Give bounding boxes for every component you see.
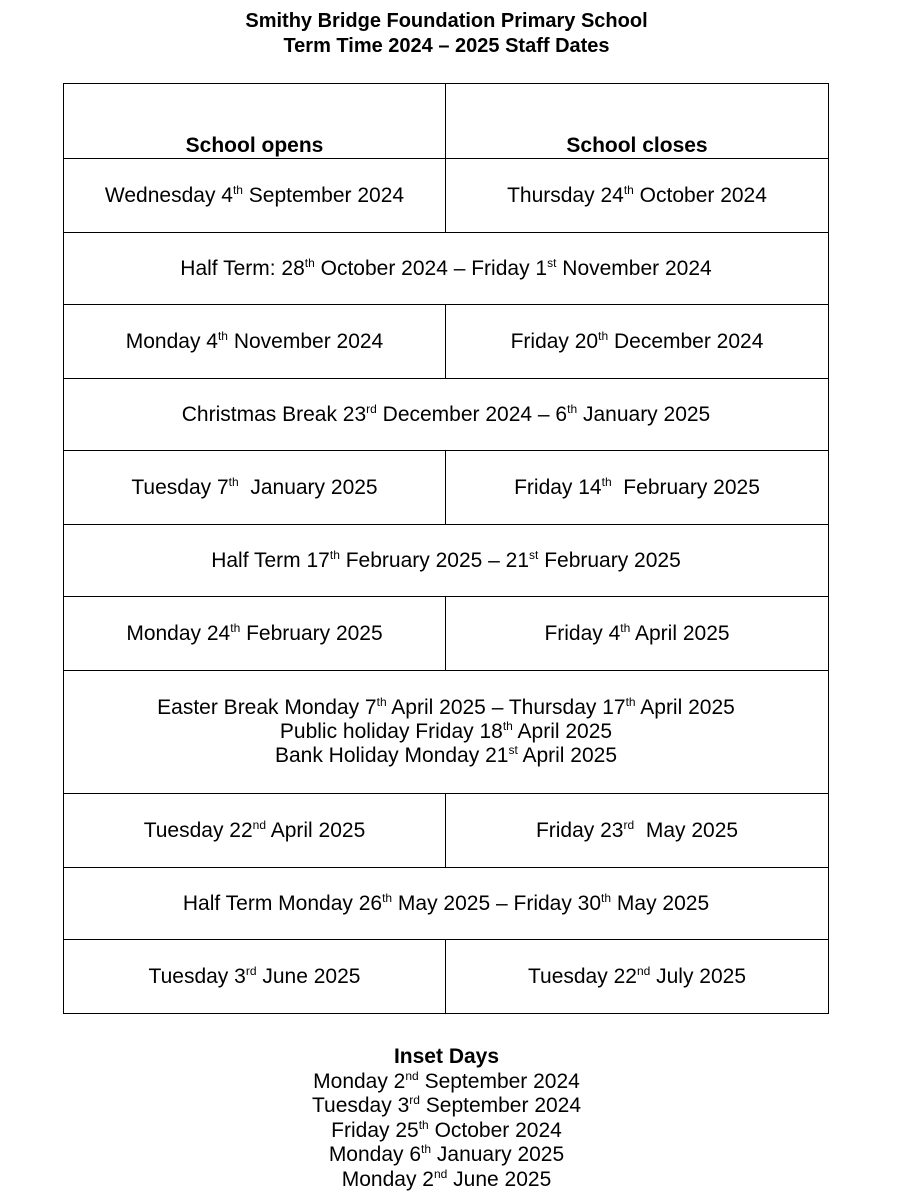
date-text: October 2024 [633,183,767,207]
holiday-text: Christmas Break 23 [181,402,367,426]
inset-days-heading: Inset Days [393,1045,500,1068]
holiday-line [64,720,828,744]
holiday-row [64,525,829,597]
ordinal-suffix: st [547,255,557,270]
closes-date-cell [446,305,829,379]
ordinal-suffix: th [598,328,609,343]
ordinal-suffix: th [502,719,513,733]
header-school-opens: School opens [64,84,446,159]
inset-day-item [0,1119,893,1144]
ordinal-suffix: th [567,401,578,416]
date-text: Monday 24 [126,621,231,645]
date-text: September 2024 [242,183,405,207]
holiday-text: Half Term Monday 26 [182,891,383,915]
closes-date-cell [446,794,829,868]
opens-date-cell [64,940,446,1014]
date-text: Tuesday 22 [143,818,253,842]
holiday-text: December 2024 – 6 [376,402,568,426]
document-title [0,9,893,59]
holiday-line [64,696,828,720]
date-text: Friday 20 [510,329,599,353]
date-text: Tuesday 22 [527,964,637,988]
date-text: June 2025 [256,964,361,988]
inset-day-item [0,1168,893,1193]
holiday-text: February 2025 [538,548,681,572]
holiday-text: Half Term 17 [211,548,330,572]
ordinal-suffix: th [376,695,387,709]
holiday-text: November 2024 [556,256,712,280]
ordinal-suffix: th [329,547,340,562]
holiday-text: May 2025 – Friday 30 [392,891,602,915]
inset-day-item [0,1094,893,1119]
ordinal-suffix: rd [409,1093,420,1108]
ordinal-suffix: th [304,255,315,270]
holiday-text: Half Term: 28 [180,256,305,280]
date-text: Tuesday 3 [311,1094,410,1118]
school-name: Smithy Bridge Foundation Primary School [245,10,648,32]
ordinal-suffix: st [529,547,539,562]
ordinal-suffix: rd [245,963,257,978]
ordinal-suffix: th [623,182,634,197]
date-text: Friday 23 [535,818,624,842]
term-row [64,597,829,671]
holiday-row [64,379,829,451]
date-text: Monday 4 [125,329,218,353]
term-row [64,305,829,379]
date-text: July 2025 [650,964,747,988]
date-text: December 2024 [608,329,764,353]
holiday-line [64,549,828,573]
ordinal-suffix: th [217,328,228,343]
ordinal-suffix: th [601,474,612,489]
ordinal-suffix: th [228,474,239,489]
date-text: Tuesday 7 [131,475,229,499]
ordinal-suffix: nd [636,963,651,978]
closes-date-cell [446,159,829,233]
ordinal-suffix: th [421,1142,432,1157]
date-text: May 2025 [634,818,739,842]
holiday-cell [64,379,829,451]
holiday-line [64,744,828,768]
date-text: Wednesday 4 [104,183,233,207]
holiday-text: Easter Break Monday 7 [157,696,377,719]
date-text: April 2025 [630,621,730,645]
ordinal-suffix: st [508,743,518,757]
ordinal-suffix: nd [433,1166,448,1181]
ordinal-suffix: nd [252,817,267,832]
holiday-text: January 2025 [577,402,711,426]
holiday-text: April 2025 [635,696,735,719]
ordinal-suffix: th [418,1117,429,1132]
date-text: November 2024 [227,329,384,353]
term-row [64,940,829,1014]
ordinal-suffix: th [620,620,631,635]
holiday-text: Bank Holiday Monday 21 [274,744,509,767]
header-school-closes: School closes [446,84,829,159]
holiday-text: April 2025 [512,720,613,743]
document-subtitle: Term Time 2024 – 2025 Staff Dates [283,35,610,57]
ordinal-suffix: th [230,620,241,635]
holiday-cell [64,671,829,794]
date-text: September 2024 [419,1094,582,1118]
date-text: January 2025 [238,475,378,499]
ordinal-suffix: th [601,890,612,905]
date-text: October 2024 [428,1118,562,1142]
holiday-text: October 2024 – Friday 1 [314,256,548,280]
date-text: Friday 25 [331,1118,419,1142]
date-text: Friday 14 [514,475,602,499]
date-text: Friday 4 [544,621,621,645]
holiday-text: April 2025 – Thursday 17 [386,696,626,719]
date-text: January 2025 [431,1143,565,1167]
opens-date-cell [64,597,446,671]
holiday-text: Public holiday Friday 18 [279,720,503,743]
term-row [64,159,829,233]
opens-date-cell [64,451,446,525]
holiday-row [64,868,829,940]
holiday-cell [64,525,829,597]
holiday-row [64,233,829,305]
inset-days-section [0,1045,893,1193]
date-text: Monday 2 [313,1069,406,1093]
inset-days-list [0,1070,893,1193]
holiday-cell [64,868,829,940]
holiday-text: May 2025 [611,891,710,915]
holiday-line [64,892,828,916]
date-text: February 2025 [611,475,760,499]
closes-date-cell [446,940,829,1014]
opens-date-cell [64,159,446,233]
closes-date-cell [446,597,829,671]
term-dates-table [63,83,829,1014]
inset-day-item [0,1070,893,1095]
inset-day-item [0,1143,893,1168]
date-text: September 2024 [418,1069,580,1093]
opens-date-cell [64,794,446,868]
date-text: Thursday 24 [507,183,624,207]
table-header-row [64,84,829,159]
holiday-line [64,257,828,281]
ordinal-suffix: th [382,890,393,905]
holiday-line [64,403,828,427]
date-text: February 2025 [240,621,383,645]
date-text: Monday 6 [328,1143,422,1167]
ordinal-suffix: th [232,182,243,197]
ordinal-suffix: rd [366,401,377,416]
closes-date-cell [446,451,829,525]
ordinal-suffix: nd [405,1068,419,1083]
date-text: Tuesday 3 [148,964,246,988]
date-text: Monday 2 [341,1167,434,1191]
holiday-row [64,671,829,794]
holiday-cell [64,233,829,305]
term-row [64,794,829,868]
date-text: June 2025 [447,1167,552,1191]
date-text: April 2025 [266,818,366,842]
holiday-text: April 2025 [517,744,618,767]
holiday-text: February 2025 – 21 [339,548,530,572]
ordinal-suffix: rd [623,817,635,832]
ordinal-suffix: th [625,695,636,709]
table-body [64,159,829,1014]
term-row [64,451,829,525]
opens-date-cell [64,305,446,379]
